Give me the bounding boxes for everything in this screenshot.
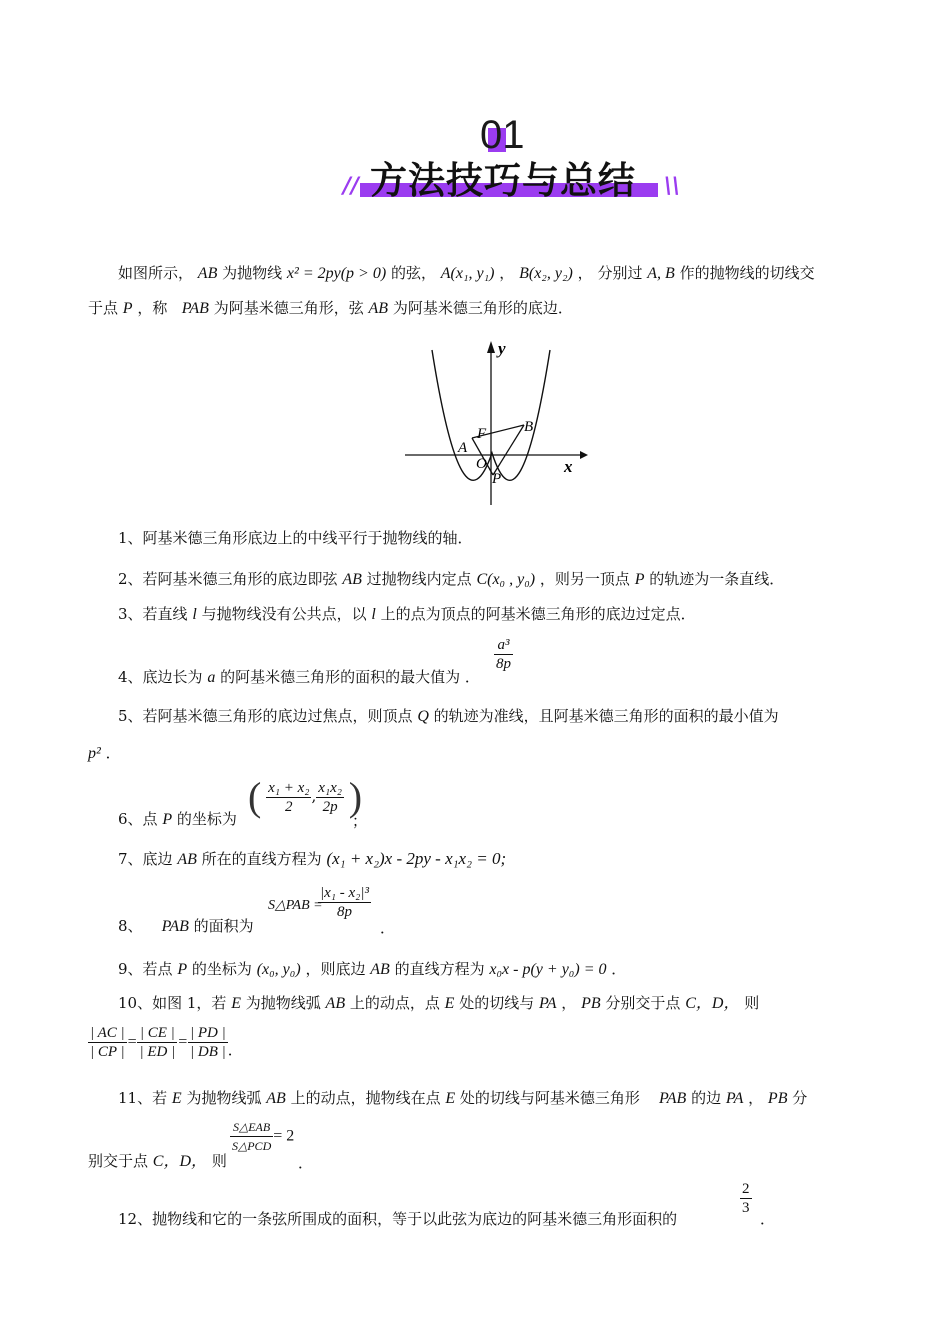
fraction-AC-CP: $\frac{| AC |}{| CP |}$ <box>90 1025 125 1060</box>
y-axis-arrow <box>487 341 495 353</box>
item-5: 5、若阿基米德三角形的底边过焦点，则顶点 Q 的轨迹为准线，且阿基米德三角形的面积的最小值为 <box>118 707 779 725</box>
item-10: 10、如图 1，若 E 为抛物线弧 AB 上的动点，点 E 处的切线与 PA ， PB 分别交于点 C，D， 则 <box>118 994 760 1012</box>
fraction-PD-DB: $\frac{| PD |}{| DB |}$ <box>190 1025 226 1060</box>
item-3: 3、若直线 l 与抛物线没有公共点，以 l 上的点为顶点的阿基米德三角形的底边过定点． <box>118 605 696 623</box>
fraction-two-thirds: $\frac{2}{3}$ <box>742 1181 750 1216</box>
item-8-end: ． <box>380 919 396 937</box>
fraction-CE-ED: $\frac{| CE |}{| ED |}$ <box>139 1025 176 1060</box>
label-x: x <box>564 457 573 476</box>
fraction-y-product: $\frac{\text{x₁x₂}}{2p}$ <box>318 779 343 815</box>
label-B: B <box>524 419 534 435</box>
item-2: 2、若阿基米德三角形的底边即弦 AB 过抛物线内定点 C(x₀ , y₀) ，则另一顶点 P 的轨迹为一条直线． <box>118 570 785 588</box>
label-F: F <box>477 426 487 442</box>
label-P: P <box>492 471 502 487</box>
area-label: S△PAB = <box>268 898 323 913</box>
item-8: 8、 PAB 的面积为 <box>118 917 254 935</box>
item-11: 11、若 E 为抛物线弧 AB 上的动点，抛物线在点 E 处的切线与阿基米德三角形 PAB 的边 PA ， PB 分 <box>118 1089 808 1107</box>
point-P-coordinates: ( $\frac{\text{x₁ + x₂}}{2}$ , $\frac{\text{x₁x₂}}{2p}$ ) <box>248 774 363 819</box>
intro-line-1: 如图所示， AB 为抛物线 x² = 2py(p > 0) 的弦， A(x₁, y₁) ， B(x₂, y₂) ， 分别过 A, B 作的抛物线的切线交 <box>118 264 815 282</box>
item-9: 9、若点 P 的坐标为 (x₀, y₀) ，则底边 AB 的直线方程为 x₀x - p(y + y₀) = 0 ． <box>118 960 627 978</box>
item-6: 6、点 P 的坐标为 <box>118 810 237 828</box>
x-axis-arrow <box>580 451 588 459</box>
section-number: 01 <box>480 113 525 157</box>
item-7: 7、底边 AB 所在的直线方程为 (x₁ + x₂)x - 2py - x₁x₂ = 0; <box>118 849 507 868</box>
slash-decoration-right: \\ <box>664 174 681 199</box>
slash-decoration-left: // <box>343 174 360 199</box>
label-y: y <box>498 339 506 358</box>
fraction-max-area: $\frac{\text{a³}}{8p}$ <box>496 637 511 672</box>
ratio-equality: $\frac{| AC |}{| CP |}$ = $\frac{| CE |}{| ED |}$ = $\frac{| PD |}{| DB |}$ ． <box>90 1025 243 1060</box>
item-1: 1、阿基米德三角形底边上的中线平行于抛物线的轴． <box>118 529 473 547</box>
item-11-end: ． <box>298 1154 314 1172</box>
label-A: A <box>458 440 468 456</box>
item-12: 12、抛物线和它的一条弦所围成的面积，等于以此弦为底边的阿基米德三角形面积的 <box>118 1210 678 1228</box>
archimedes-triangle-figure <box>400 335 590 510</box>
fraction-x-midpoint: $\frac{\text{x₁ + x₂}}{2}$ <box>268 779 310 815</box>
item-5-cont: p² ． <box>88 744 121 762</box>
intro-line-2: 于点 P ，称 PAB 为阿基米德三角形，弦 AB 为阿基米德三角形的底边． <box>88 299 573 317</box>
item-4: 4、底边长为 a 的阿基米德三角形的面积的最大值为 ． <box>118 668 480 686</box>
fraction-area-ratio: $\frac{\text{S△EAB}}{\text{S△PCD}}$ <box>232 1120 272 1153</box>
area-ratio: $\frac{\text{S△EAB}}{\text{S△PCD}}$ = 2 <box>232 1120 295 1153</box>
section-title: 方法技巧与总结 <box>370 159 636 202</box>
tangent-PB <box>493 425 524 475</box>
label-O: O <box>476 456 487 472</box>
item-6-end: ； <box>352 812 368 830</box>
item-11-cont: 别交于点 C，D， 则 <box>88 1152 227 1170</box>
fraction-triangle-area: $\frac{\text{|x₁ - x₂|³}}{8p}$ <box>320 885 369 920</box>
item-12-end: ． <box>760 1210 776 1228</box>
